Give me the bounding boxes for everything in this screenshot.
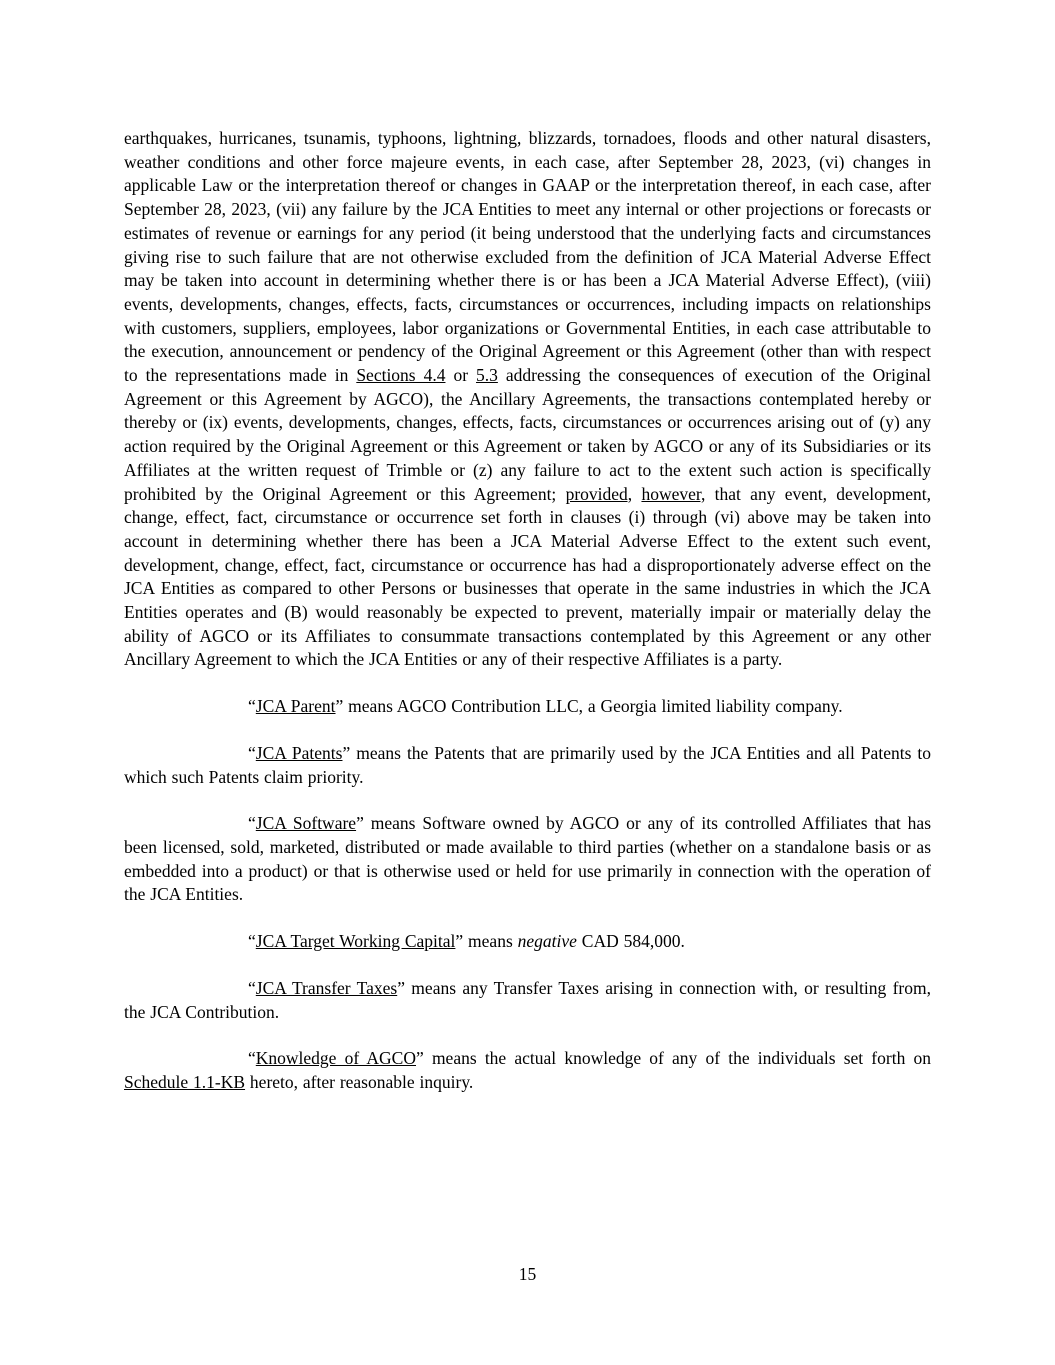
emphasis-negative: negative bbox=[517, 931, 577, 952]
body-continuation-paragraph bbox=[124, 127, 931, 672]
definition-paragraph-jca-patents bbox=[124, 742, 931, 789]
definition-text: ” means Software owned by AGCO or any of its controlled Affiliates that has been licensed, sold, marketed, distributed or made available to third parties (whether on a standalone basis or as embedded into a product) or that is otherwise used or held for use primarily in connection with the operation of the JCA Entities. bbox=[124, 813, 932, 905]
definition-text: ” means AGCO Contribution LLC, a Georgia limited liability company. bbox=[335, 696, 843, 717]
defined-term-jca-parent: JCA Parent bbox=[255, 696, 336, 717]
definition-paragraph-jca-parent bbox=[124, 695, 931, 719]
definition-text: CAD 584,000. bbox=[576, 931, 685, 952]
open-quote: “ bbox=[248, 1048, 256, 1069]
definition-text: hereto, after reasonable inquiry. bbox=[245, 1071, 474, 1092]
open-quote: “ bbox=[248, 696, 256, 717]
cross-reference-schedule-1-1-kb: Schedule 1.1-KB bbox=[124, 1071, 246, 1092]
body-text: that any event, development, change, effect, fact, circumstance or occurrence set forth in clauses (i) through (vi) above may be taken into account in determining whether there has been a JCA Material Adverse Effect to the extent such event, development, change, effect, fact, circumstance or occurrence has had a disproportionately adverse effect on the JCA Entities as compared to other Persons or businesses that operate in the same industries in which the JCA Entities operates and (B) would reasonably be expected to prevent, materially impair or materially delay the ability of AGCO or its Affiliates to consummate transactions contemplated by this Agreement or any other Ancillary Agreement to which the JCA Entities or any of their respective Affiliates is a party. bbox=[124, 483, 932, 670]
proviso-provided: provided, bbox=[565, 483, 633, 504]
definition-text: ” means any Transfer Taxes arising in connection with, or resulting from, the JCA Contribution. bbox=[124, 977, 931, 1022]
definition-text: ” means bbox=[455, 931, 518, 952]
open-quote: “ bbox=[248, 813, 256, 834]
body-text: addressing the consequences of execution of the Original Agreement or this Agreement by AGCO), the Ancillary Agreements, the transactions contemplated hereby or thereby or (ix) events, developments, changes, effects, facts, circumstances or occurrences arising out of (y) any action required by the Original Agreement or this Agreement or taken by AGCO or any of its Subsidiaries or its Affiliates at the written request of Trimble or (z) any failure to act to the extent such action is specifically prohibited by the Original Agreement or this Agreement; bbox=[124, 365, 931, 504]
cross-reference-sections-4-4: Sections 4.4 bbox=[356, 365, 446, 386]
definition-text: ” means the Patents that are primarily used by the JCA Entities and all Patents to which such Patents claim priority. bbox=[124, 742, 931, 787]
cross-reference-section-5-3: 5.3 bbox=[476, 365, 498, 386]
defined-term-jca-patents: JCA Patents bbox=[255, 742, 343, 763]
open-quote: “ bbox=[248, 977, 256, 998]
open-quote: “ bbox=[248, 742, 256, 763]
definition-paragraph-jca-target-working-capital bbox=[124, 930, 931, 954]
body-text: earthquakes, hurricanes, tsunamis, typhoons, lightning, blizzards, tornadoes, floods and other natural disasters, weather conditions and other force majeure events, in each case, after September 28, 2023, (vi) changes in applicable Law or the interpretation thereof or changes in GAAP or the interpretation thereof, in each case, after September 28, 2023, (vii) any failure by the JCA Entities to meet any internal or other projections or forecasts or estimates of revenue or earnings for any period (it being understood that the underlying facts and circumstances giving rise to such failure that are not otherwise excluded from the definition of JCA Material Adverse Effect may be taken into account in determining whether there is or has been a JCA Material Adverse Effect), (viii) events, developments, changes, effects, facts, circumstances or occurrences, including impacts on relationships with customers, suppliers, employees, labor organizations or Governmental Entities, in each case attributable to the execution, announcement or pendency of the Original Agreement or this Agreement (other than with respect to the representations made in bbox=[124, 128, 931, 386]
page-number: 15 bbox=[518, 1264, 537, 1285]
definition-text: ” means the actual knowledge of any of the individuals set forth on bbox=[416, 1048, 931, 1069]
defined-term-jca-transfer-taxes: JCA Transfer Taxes bbox=[255, 977, 398, 998]
body-text: or bbox=[445, 365, 476, 386]
defined-term-knowledge-of-agco: Knowledge of AGCO bbox=[255, 1048, 416, 1069]
proviso-however: however, bbox=[641, 483, 706, 504]
definition-paragraph-jca-transfer-taxes bbox=[124, 977, 931, 1024]
open-quote: “ bbox=[248, 931, 256, 952]
definition-paragraph-knowledge-of-agco bbox=[124, 1047, 931, 1094]
definition-paragraph-jca-software bbox=[124, 812, 931, 907]
defined-term-jca-software: JCA Software bbox=[255, 813, 357, 834]
defined-term-jca-target-working-capital: JCA Target Working Capital bbox=[255, 931, 456, 952]
